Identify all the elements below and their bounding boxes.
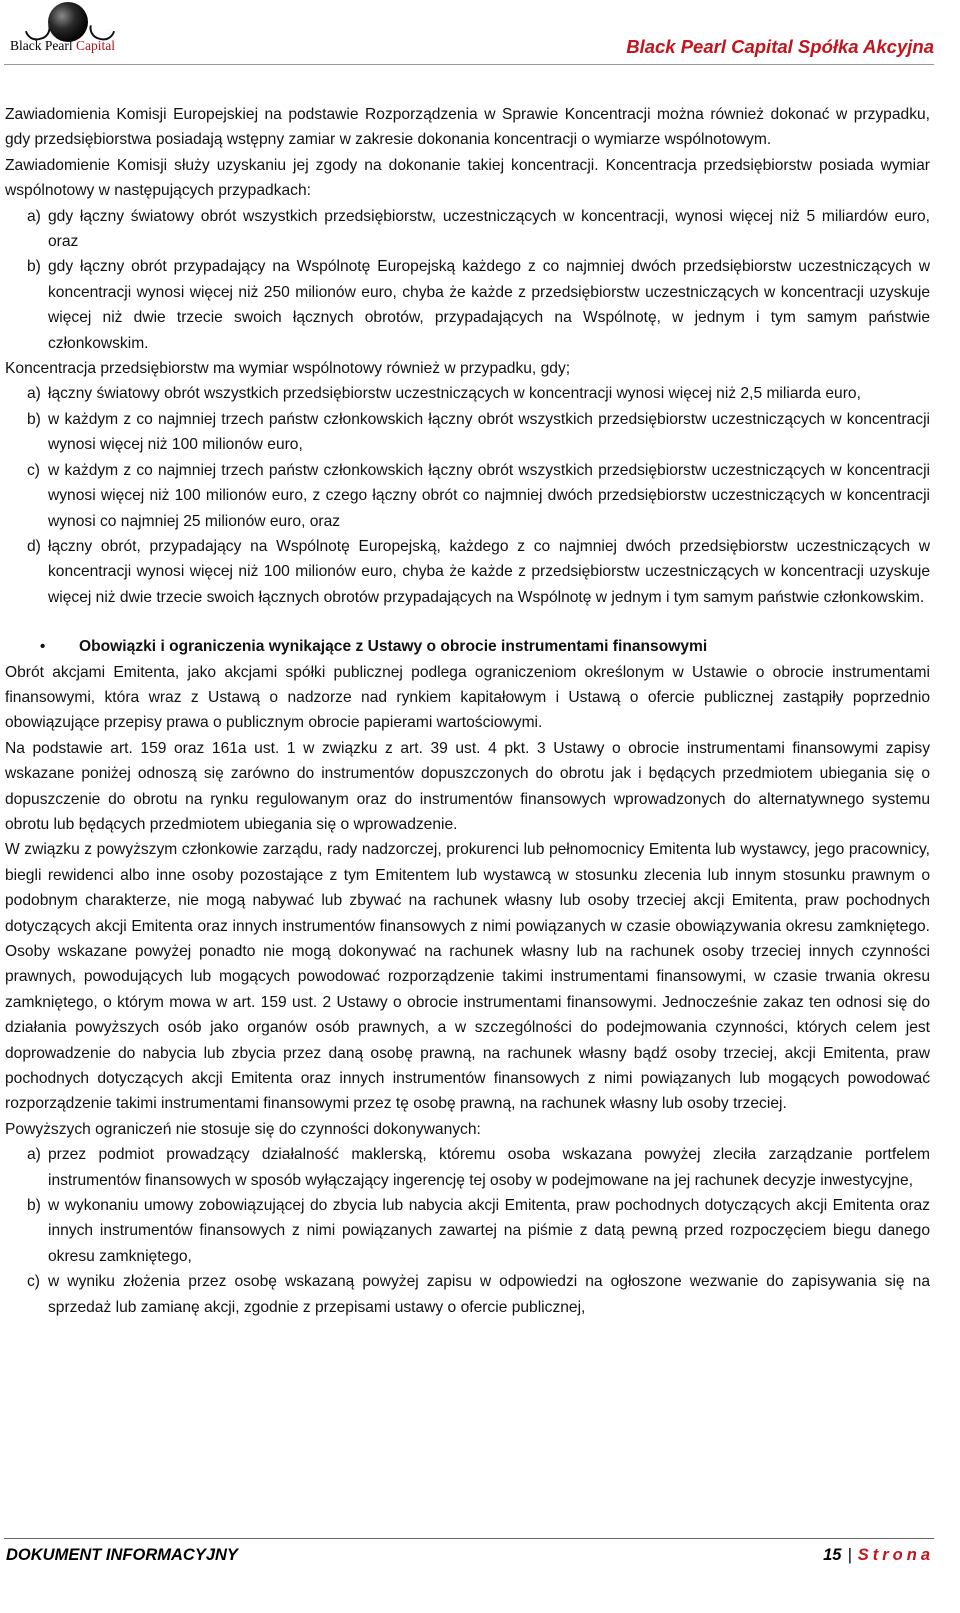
section-bullet: • bbox=[40, 638, 46, 656]
list-item-text: w wyniku złożenia przez osobę wskazaną powyżej zapisu w odpowiedzi na ogłoszone wezwanie do zapisywania się na sprzedaż lub zamianę akcji, zgodnie z przepisami ustawy o ofercie publicznej, bbox=[48, 1273, 930, 1316]
list-item bbox=[5, 458, 930, 534]
page-number: 15 bbox=[823, 1546, 842, 1564]
page-word: Strona bbox=[857, 1546, 934, 1564]
section-heading bbox=[5, 634, 930, 659]
footer-separator: | bbox=[847, 1546, 852, 1564]
list-item bbox=[5, 534, 930, 610]
list-item-text: łączny obrót, przypadający na Wspólnotę Europejską, każdego z co najmniej dwóch przedsiębiorstw uczestniczących w koncentracji wynosi więcej niż 100 milionów euro, chyba że każde z przedsiębiorstw uczestniczących w koncentracji uzyskuje więcej niż dwie trzecie swoich łącznych obrotów przypadających na Wspólnotę w jednym i tym samym państwie członkowskim. bbox=[48, 537, 930, 606]
pearl-icon bbox=[48, 2, 88, 42]
list-item-text: gdy łączny światowy obrót wszystkich przedsiębiorstw, uczestniczących w koncentracji, wynosi więcej niż 5 miliardów euro, oraz bbox=[48, 207, 930, 251]
page-footer bbox=[4, 1538, 934, 1564]
paragraph: Na podstawie art. 159 oraz 161a ust. 1 w związku z art. 39 ust. 4 pkt. 3 Ustawy o obrocie instrumentami finansowymi zapisy wskazane poniżej odnoszą się zarówno do instrumentów dopuszczonych do obrotu jak i będących przedmiotem ubiegania się o dopuszczenie do obrotu na rynku regulowanym oraz do instrumentów finansowych wprowadzonych do alternatywnego systemu obrotu lub będących przedmiotem ubiegania się o wprowadzenie. bbox=[5, 739, 930, 833]
company-logo bbox=[8, 2, 120, 62]
list-marker: c) bbox=[27, 461, 40, 479]
list-item bbox=[5, 1269, 930, 1320]
logo-text-accent: Capital bbox=[75, 38, 115, 53]
footer-document-title: DOKUMENT INFORMACYJNY bbox=[6, 1546, 238, 1564]
header-title: Black Pearl Capital Spółka Akcyjna bbox=[626, 36, 934, 57]
page-number-label bbox=[823, 1546, 934, 1565]
logo-text bbox=[10, 38, 130, 54]
list-marker: a) bbox=[27, 385, 41, 403]
list-marker: a) bbox=[27, 207, 41, 225]
list-item-text: przez podmiot prowadzący działalność maklerską, któremu osoba wskazana powyżej zleciła zarządzanie portfelem instrumentów finansowych w sposób wyłączający ingerencję tej osoby w podejmowane na jej rachunek decyzje inwestycyjne, bbox=[48, 1146, 930, 1189]
spacer bbox=[5, 610, 930, 634]
list-item bbox=[5, 204, 930, 255]
list-item bbox=[5, 407, 930, 458]
list-marker: b) bbox=[27, 410, 41, 428]
paragraph: Zawiadomienia Komisji Europejskiej na podstawie Rozporządzenia w Sprawie Koncentracji można również dokonać w przypadku, gdy przedsiębiorstwa posiadają wstępny zamiar w zakresie dokonania koncentracji o wymiarze wspólnotowym. bbox=[5, 106, 930, 149]
list-item-text: łączny światowy obrót wszystkich przedsiębiorstw uczestniczących w koncentracji wynosi więcej niż 2,5 miliarda euro, bbox=[48, 385, 861, 403]
paragraph: Obrót akcjami Emitenta, jako akcjami spółki publicznej podlega ograniczeniom określonym w Ustawie o obrocie instrumentami finansowymi, która wraz z Ustawą o nadzorze nad rynkiem kapitałowym i Ustawą o ofercie publicznej zastąpiły poprzednio obowiązujące przepisy prawa o publicznym obrocie papierami wartościowymi. bbox=[5, 663, 930, 732]
list-item bbox=[5, 1142, 930, 1193]
list-item bbox=[5, 381, 930, 406]
list-item-text: w każdym z co najmniej trzech państw członkowskich łączny obrót wszystkich przedsiębiorstw uczestniczących w koncentracji wynosi więcej niż 100 milionów euro, z czego łączny obrót co najmniej dwóch przedsiębiorstw uczestniczących w koncentracji wynosi co najmniej 25 milionów euro, oraz bbox=[48, 461, 930, 530]
list-marker: a) bbox=[27, 1146, 41, 1164]
header-divider bbox=[4, 64, 934, 65]
paragraph: Koncentracja przedsiębiorstw ma wymiar wspólnotowy również w przypadku, gdy; bbox=[5, 360, 571, 378]
list-item-text: w każdym z co najmniej trzech państw członkowskich łączny obrót wszystkich przedsiębiorstw uczestniczących w koncentracji wynosi więcej niż 100 milionów euro, bbox=[48, 410, 930, 454]
list-marker: d) bbox=[27, 537, 41, 555]
paragraph: W związku z powyższym członkowie zarządu, rady nadzorczej, prokurenci lub pełnomocnicy Emitenta lub wystawcy, jego pracownicy, biegli rewidenci albo inne osoby pozostające z tym Emitentem lub wystawcą w stosunku zlecenia lub innym stosunku prawnym o podobnym charakterze, nie mogą nabywać lub zbywać na rachunek własny lub osoby trzeciej akcji Emitenta, praw pochodnych dotyczących akcji Emitenta oraz innych instrumentów finansowych z nimi powiązanych w czasie obowiązywania okresu zamkniętego. Osoby wskazane powyżej ponadto nie mogą dokonywać na rachunek własny lub na rachunek osoby trzeciej innych czynności prawnych, powodujących lub mogących powodować rozporządzenie takimi instrumentami finansowymi, w czasie trwania okresu zamkniętego, o którym mowa w art. 159 ust. 2 Ustawy o obrocie instrumentami finansowymi. Jednocześnie zakaz ten odnosi się do działania powyższych osób jako organów osób prawnych, a w szczególności do podejmowania czynności, których celem jest doprowadzenie do nabycia lub zbycia przez daną osobę prawną, na rachunek własny bądź osoby trzeciej, akcji Emitenta, praw pochodnych dotyczących akcji Emitenta oraz innych instrumentów finansowych z nimi powiązanych lub mogących powodować rozporządzenie takimi instrumentami finansowymi przez tę osobę prawną, na rachunek własny lub osoby trzeciej. bbox=[5, 841, 930, 1113]
list-marker: b) bbox=[27, 1197, 41, 1215]
paragraph: Powyższych ograniczeń nie stosuje się do czynności dokonywanych: bbox=[5, 1120, 481, 1138]
paragraph: Zawiadomienie Komisji służy uzyskaniu jej zgody na dokonanie takiej koncentracji. Koncentracja przedsiębiorstw posiada wymiar wspólnotowy w następujących przypadkach: bbox=[5, 156, 930, 200]
list-item bbox=[5, 1193, 930, 1269]
logo-text-main: Black Pearl bbox=[10, 38, 76, 53]
footer-divider bbox=[4, 1538, 934, 1539]
document-body bbox=[5, 102, 930, 1320]
page-header bbox=[0, 0, 960, 72]
list-item bbox=[5, 254, 930, 356]
list-item-text: w wykonaniu umowy zobowiązującej do zbycia lub nabycia akcji Emitenta, praw pochodnych dotyczących akcji Emitenta oraz innych instrumentów finansowych z nimi powiązanych zawartej na piśmie z datą pewną przed rozpoczęciem biegu danego okresu zamkniętego, bbox=[48, 1197, 930, 1265]
list-marker: c) bbox=[27, 1273, 40, 1291]
list-marker: b) bbox=[27, 258, 41, 276]
list-item-text: gdy łączny obrót przypadający na Wspólnotę Europejską każdego z co najmniej dwóch przedsiębiorstw uczestniczących w koncentracji wynosi więcej niż 250 milionów euro, chyba że każde z przedsiębiorstw uczestniczących w koncentracji uzyskuje więcej niż dwie trzecie swoich łącznych obrotów, przypadających na Wspólnotę, w jednym i tym samym państwie członkowskim. bbox=[48, 258, 930, 352]
section-title: Obowiązki i ograniczenia wynikające z Ustawy o obrocie instrumentami finansowymi bbox=[79, 638, 708, 656]
